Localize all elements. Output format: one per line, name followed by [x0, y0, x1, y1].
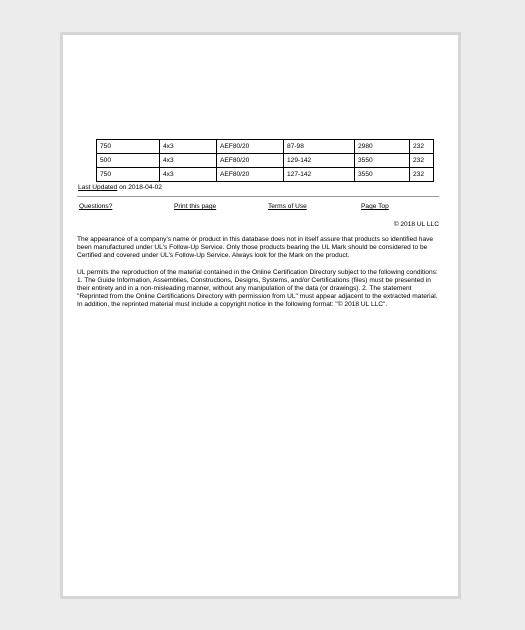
table-cell: 87-98 [284, 140, 355, 154]
copyright-notice: © 2018 UL LLC [393, 221, 439, 228]
footer-divider [77, 196, 439, 197]
table-cell: AEF80/20 [217, 140, 284, 154]
table-cell: 4x3 [160, 168, 217, 182]
table-cell: 232 [410, 154, 434, 168]
last-updated-link[interactable]: Last Updated [78, 184, 118, 191]
table-cell: 4x3 [160, 154, 217, 168]
page-top-link[interactable]: Page Top [361, 203, 389, 210]
table-cell: 232 [410, 168, 434, 182]
table-cell: AEF80/20 [217, 168, 284, 182]
last-updated [78, 184, 443, 191]
table-row [97, 154, 434, 168]
table-cell: 750 [97, 168, 160, 182]
table-cell: 3550 [355, 154, 410, 168]
print-page-link[interactable]: Print this page [174, 203, 217, 210]
reproduction-paragraph: UL permits the reproduction of the material contained in the Online Certification Directory subject to the following conditions: 1. The Guide Information, Assemblies, Constructions, Designs, Systems, and/or Certifications (files) must be presented in their entirety and in a non-misleading manner, without any manipulation of the data (or drawings). 2. The statement "Reprinted from the Online Certifications Directory with permission from UL" must appear adjacent to the extracted material. In addition, the reprinted material must include a copyright notice in the following format: "© 2018 UL LLC". [77, 268, 438, 309]
table-cell: AEF80/20 [217, 154, 284, 168]
table-row [97, 140, 434, 154]
footer-links [79, 203, 443, 210]
questions-link[interactable]: Questions? [79, 203, 113, 210]
table-cell: 232 [410, 140, 434, 154]
table-cell: 4x3 [160, 140, 217, 154]
disclaimer-paragraph: The appearance of a company's name or product in this database does not in itself assure that products so identified have been manufactured under UL's Follow-Up Service. Only those products bearing the UL Mark should be considered to be Certified and covered under UL's Follow-Up Service. Always look for the Mark on the product. [77, 236, 434, 260]
table-row [97, 168, 434, 182]
document-page-frame [60, 32, 461, 599]
document-page [63, 35, 458, 596]
table-cell: 129-142 [284, 154, 355, 168]
last-updated-date: on 2018-04-02 [117, 184, 162, 191]
page-content [77, 139, 443, 310]
table-cell: 500 [97, 154, 160, 168]
table-cell: 2980 [355, 140, 410, 154]
table-cell: 750 [97, 140, 160, 154]
terms-of-use-link[interactable]: Terms of Use [268, 203, 307, 210]
certification-table-body [97, 140, 434, 182]
certification-table [96, 139, 434, 182]
table-cell: 127-142 [284, 168, 355, 182]
table-cell: 3550 [355, 168, 410, 182]
